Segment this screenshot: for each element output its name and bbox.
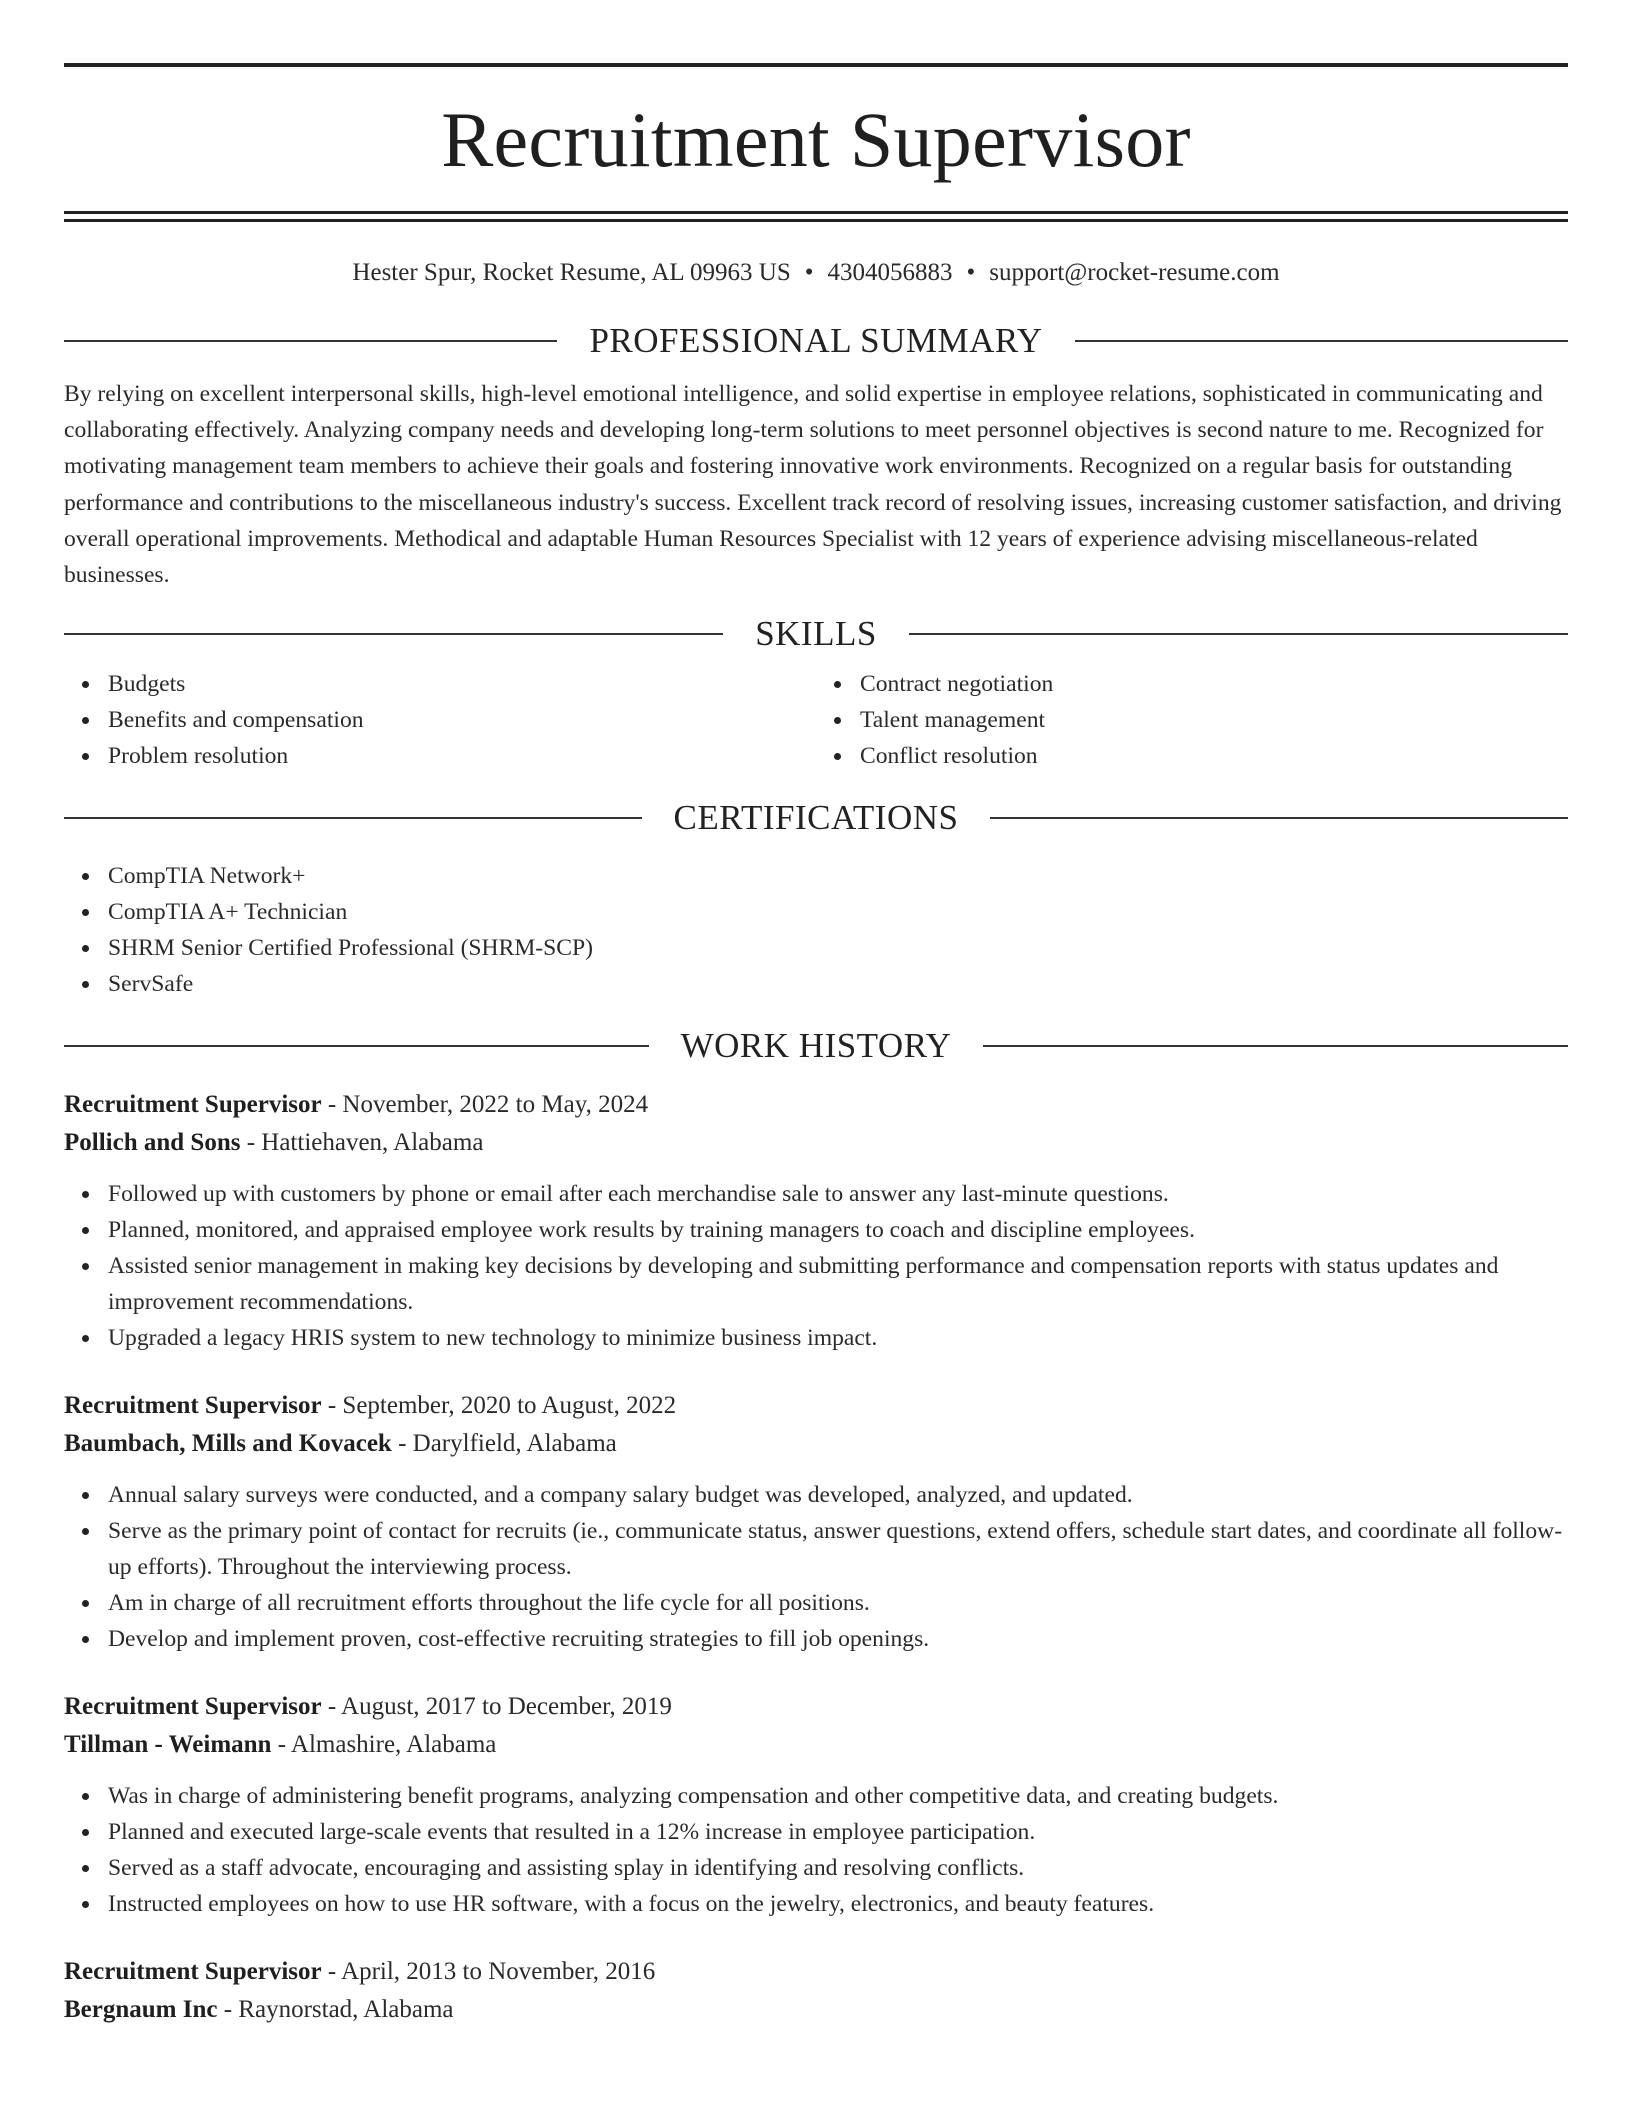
summary-heading [64,319,1568,363]
summary-heading-label: PROFESSIONAL SUMMARY [589,321,1043,360]
job-location: - Hattiehaven, Alabama [240,1129,484,1157]
heading-rule-right [909,633,1568,635]
job-bullets [64,1477,1568,1657]
heading-rule-right [990,817,1568,819]
job-dates: - November, 2022 to May, 2024 [321,1091,649,1119]
job-bullet: Annual salary surveys were conducted, and a company salary budget was developed, analyzed, and updated. [108,1477,1568,1513]
job-title-line [64,1688,1568,1726]
job-location: - Darylfield, Alabama [391,1430,617,1458]
job-company-line [64,1425,1568,1463]
summary-text: By relying on excellent interpersonal skills, high-level emotional intelligence, and solid expertise in employee relations, sophisticated in communicating and collaborating effectively. Analyzing company needs and developing long-term solutions to meet personnel objectives is second nature to me. Recognized for motivating management team members to achieve their goals and fostering innovative work environments. Recognized on a regular basis for outstanding performance and contributions to the miscellaneous industry's success. Excellent track record of resolving issues, increasing customer satisfaction, and driving overall operational improvements. Methodical and adaptable Human Resources Specialist with 12 years of experience advising miscellaneous-related businesses. [64,381,1562,589]
job-location: - Raynorstad, Alabama [217,1996,454,2024]
job-company: Bergnaum Inc [64,1996,218,2024]
skill-item: Problem resolution [108,738,816,774]
contact-address: Hester Spur, Rocket Resume, AL 09963 US [352,259,791,286]
job-company-line [64,1991,1568,2029]
resume-page [64,0,1568,2029]
job-company: Pollich and Sons [64,1129,241,1157]
job-bullets [64,1176,1568,1356]
skill-item: Contract negotiation [860,666,1568,702]
job-location: - Almashire, Alabama [271,1731,497,1759]
certification-item: ServSafe [108,966,1568,1002]
job-company: Tillman - Weimann [64,1731,272,1759]
contact-email: support@rocket-resume.com [989,259,1280,286]
certification-item: CompTIA Network+ [108,858,1568,894]
skill-item: Budgets [108,666,816,702]
job-bullet: Assisted senior management in making key decisions by developing and submitting performance and compensation reports with status updates and improvement recommendations. [108,1248,1568,1320]
job-bullet: Upgraded a legacy HRIS system to new technology to minimize business impact. [108,1320,1568,1356]
header-top-rule [64,63,1568,67]
job-dates: - April, 2013 to November, 2016 [321,1958,656,1986]
job-bullet: Instructed employees on how to use HR software, with a focus on the jewelry, electronics, and beauty features. [108,1886,1568,1922]
job-title-line [64,1953,1568,1991]
job-bullet: Am in charge of all recruitment efforts throughout the life cycle for all positions. [108,1585,1568,1621]
heading-rule-left [64,340,557,342]
resume-title: Recruitment Supervisor [441,96,1191,183]
skill-item: Talent management [860,702,1568,738]
job-bullets [64,1778,1568,1922]
job-bullet: Planned and executed large-scale events that resulted in a 12% increase in employee participation. [108,1814,1568,1850]
job-entry [64,1387,1568,1657]
certification-item: CompTIA A+ Technician [108,894,1568,930]
skills-heading-label: SKILLS [755,614,877,654]
contact-line [64,257,1568,289]
certifications-heading-label: CERTIFICATIONS [673,798,959,838]
job-company: Baumbach, Mills and Kovacek [64,1430,392,1458]
skills-heading [64,612,1568,656]
work-history-heading-label: WORK HISTORY [680,1026,952,1066]
job-bullet: Followed up with customers by phone or email after each merchandise sale to answer any last-minute questions. [108,1176,1568,1212]
skills-list-left [64,666,816,774]
certification-item: SHRM Senior Certified Professional (SHRM-SCP) [108,930,1568,966]
contact-separator: • [804,259,814,286]
job-entry [64,1086,1568,1356]
header-double-rule [64,211,1568,222]
job-title: Recruitment Supervisor [64,1392,322,1420]
skills-list-right [816,666,1568,774]
heading-rule-left [64,633,723,635]
job-title: Recruitment Supervisor [64,1693,322,1721]
certifications-list [64,858,1568,1002]
job-company-line [64,1124,1568,1162]
job-dates: - August, 2017 to December, 2019 [321,1693,672,1721]
contact-phone: 4304056883 [827,259,953,286]
heading-rule-right [983,1045,1568,1047]
job-bullet: Served as a staff advocate, encouraging and assisting splay in identifying and resolving conflicts. [108,1850,1568,1886]
heading-rule-left [64,817,642,819]
job-title: Recruitment Supervisor [64,1091,322,1119]
skill-item: Benefits and compensation [108,702,816,738]
skill-item: Conflict resolution [860,738,1568,774]
work-history-heading [64,1024,1568,1068]
job-company-line [64,1726,1568,1764]
contact-separator: • [966,259,976,286]
job-dates: - September, 2020 to August, 2022 [321,1392,677,1420]
heading-rule-left [64,1045,649,1047]
job-bullet: Was in charge of administering benefit programs, analyzing compensation and other competitive data, and creating budgets. [108,1778,1568,1814]
job-bullet: Planned, monitored, and appraised employee work results by training managers to coach and discipline employees. [108,1212,1568,1248]
job-bullet: Develop and implement proven, cost-effective recruiting strategies to fill job openings. [108,1621,1568,1657]
job-title: Recruitment Supervisor [64,1958,322,1986]
job-title-line [64,1387,1568,1425]
job-title-line [64,1086,1568,1124]
job-entry [64,1953,1568,2029]
heading-rule-right [1075,340,1568,342]
skills-grid [64,666,1568,774]
certifications-heading [64,796,1568,840]
job-entry [64,1688,1568,1922]
job-bullet: Serve as the primary point of contact for recruits (ie., communicate status, answer questions, extend offers, schedule start dates, and coordinate all follow-up efforts). Throughout the interviewing process. [108,1513,1568,1585]
